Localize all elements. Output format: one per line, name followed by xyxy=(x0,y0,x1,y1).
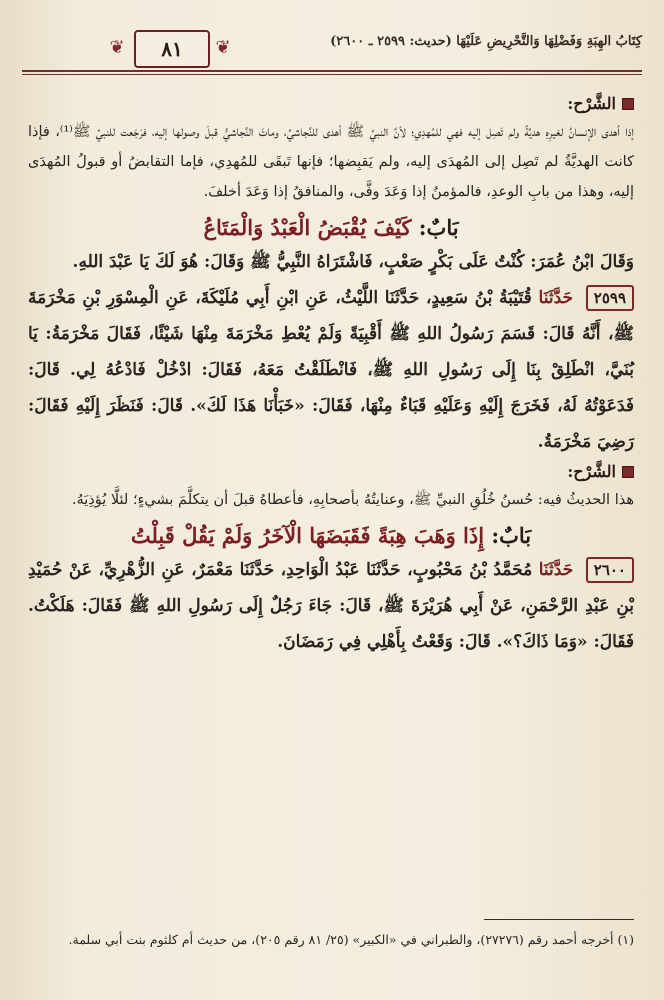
page-number: ٨١ xyxy=(134,30,210,68)
chapter-title: كَيْفَ يُقْبَضُ الْعَبْدُ وَالْمَتَاعُ xyxy=(203,215,412,240)
page-body xyxy=(28,92,634,660)
square-bullet-icon xyxy=(622,98,634,110)
hadith-text: قُتَيْبَةُ بْنُ سَعِيدٍ، حَدَّثَنَا اللَّيْثُ، عَنِ ابْنِ أَبِي مُلَيْكَةَ، عَنِ الْمِسْوَرِ بْنِ مَخْرَمَةَ ﷺ، أَنَّهُ قَالَ: قَسَمَ رَسُولُ اللهِ ﷺ أَقْبِيَةً وَلَمْ يُعْطِ مَخْرَمَةَ مِنْهَا شَيْئًا، فَقَالَ مَخْرَمَةُ: يَا بُنَيَّ، انْطَلِقْ بِنَا إِلَى رَسُولِ اللهِ ﷺ، فَانْطَلَقْتُ مَعَهُ، فَقَالَ: ادْخُلْ فَادْعُهُ لِي. قَالَ: فَدَعَوْتُهُ لَهُ، فَخَرَجَ إِلَيْهِ وَعَلَيْهِ قَبَاءٌ مِنْهَا، فَقَالَ: «خَبَأْنَا هَذَا لَكَ». قَالَ: فَنَظَرَ إِلَيْهِ فَقَالَ: رَضِيَ مَخْرَمَةُ. xyxy=(28,288,634,452)
hadith-number: ٢٦٠٠ xyxy=(586,557,634,583)
haddathana-word: حَدَّثَنَا xyxy=(538,560,574,580)
sharh-paragraph-2: هذا الحديثُ فيه: حُسنُ خُلُقِ النبيِّ ﷺ، وعنايتُهُ بأصحابِهِ، فأعطاهُ قبلَ أن يتكلَّمَ بشيءٍ؛ لئلَّا يُؤذِيَهُ. xyxy=(71,492,634,508)
sharh-heading: الشَّرْح: xyxy=(28,94,634,113)
hadith-2600 xyxy=(28,552,634,660)
chapter-title: إِذَا وَهَبَ هِبَةً فَقَبَضَهَا الْآخَرُ وَلَمْ يَقُلْ قَبِلْتُ xyxy=(130,523,485,548)
chapter-label: بَابٌ: xyxy=(491,523,532,548)
running-title: كِتَابُ الهِبَةِ وَفَضْلِهَا وَالتَّحْرِيضِ عَلَيْهَا (حديث: ٢٥٩٩ ـ ٢٦٠٠) xyxy=(330,34,642,49)
page-header xyxy=(22,28,642,76)
footnote-rule xyxy=(484,919,634,920)
muallaq-text: وَقَالَ ابْنُ عُمَرَ: كُنْتُ عَلَى بَكْرٍ صَعْبٍ، فَاشْتَرَاهُ النَّبِيُّ ﷺ وَقَالَ: هُوَ لَكَ يَا عَبْدَ اللهِ. xyxy=(72,252,634,272)
header-rule-thin xyxy=(22,74,642,75)
haddathana-word: حَدَّثَنَا xyxy=(538,288,574,308)
ornament-icon: ❦ xyxy=(109,37,125,58)
sharh-heading: الشَّرْح: xyxy=(28,462,634,481)
sharh-paragraph-1: إذا أهدى الإنسانُ لغيرِهِ هديَّةً ولم تَصِل إليه فهي للمُهدِي؛ لأنَّ النبيَّ ﷺ أهدى للنَّجاشيِّ، وماتَ النَّجاشيُّ قبلَ وصولها إليه، فرَجَعت للنبيِّ ﷺ⁽¹⁾، فإذا كانت الهديَّةُ لم تَصِل إلى المُهدَى إليه، ولم يَقبِضها؛ فإنها تَبقَى للمُهدِي، فإما التقابضُ أو قبولُ المُهدَى إليه، وهذا من بابِ الوعدِ، فالمؤمنُ إذا وَعَدَ وفَّى، والمنافقُ إذا وَعَدَ أخلفَ. xyxy=(28,124,634,200)
hadith-number: ٢٥٩٩ xyxy=(586,285,634,311)
hadith-2599 xyxy=(28,280,634,460)
header-rule xyxy=(22,70,642,72)
hadith-text: مُحَمَّدُ بْنُ مَحْبُوبٍ، حَدَّثَنَا عَبْدُ الْوَاحِدِ، حَدَّثَنَا مَعْمَرٌ، عَنِ الزُّهْرِيِّ، عَنْ حُمَيْدِ بْنِ عَبْدِ الرَّحْمَنِ، عَنْ أَبِي هُرَيْرَةَ ﷺ، قَالَ: جَاءَ رَجُلٌ إِلَى رَسُولِ اللهِ ﷺ فَقَالَ: هَلَكْتُ. فَقَالَ: «وَمَا ذَاكَ؟». قَالَ: وَقَعْتُ بِأَهْلِي فِي رَمَضَانَ. xyxy=(28,560,634,652)
footnote: (١) أخرجه أحمد رقم (٢٧٢٧٦)، والطبراني في «الكبير» (٢٥/ ٨١ رقم ٢٠٥)، من حديث أم كلثوم بنت أبي سلمة. xyxy=(68,932,634,947)
chapter-heading-1 xyxy=(28,215,634,240)
chapter-label: بَابٌ: xyxy=(418,215,459,240)
chapter-heading-2 xyxy=(28,523,634,548)
square-bullet-icon xyxy=(622,466,634,478)
ornament-icon: ❦ xyxy=(215,37,231,58)
